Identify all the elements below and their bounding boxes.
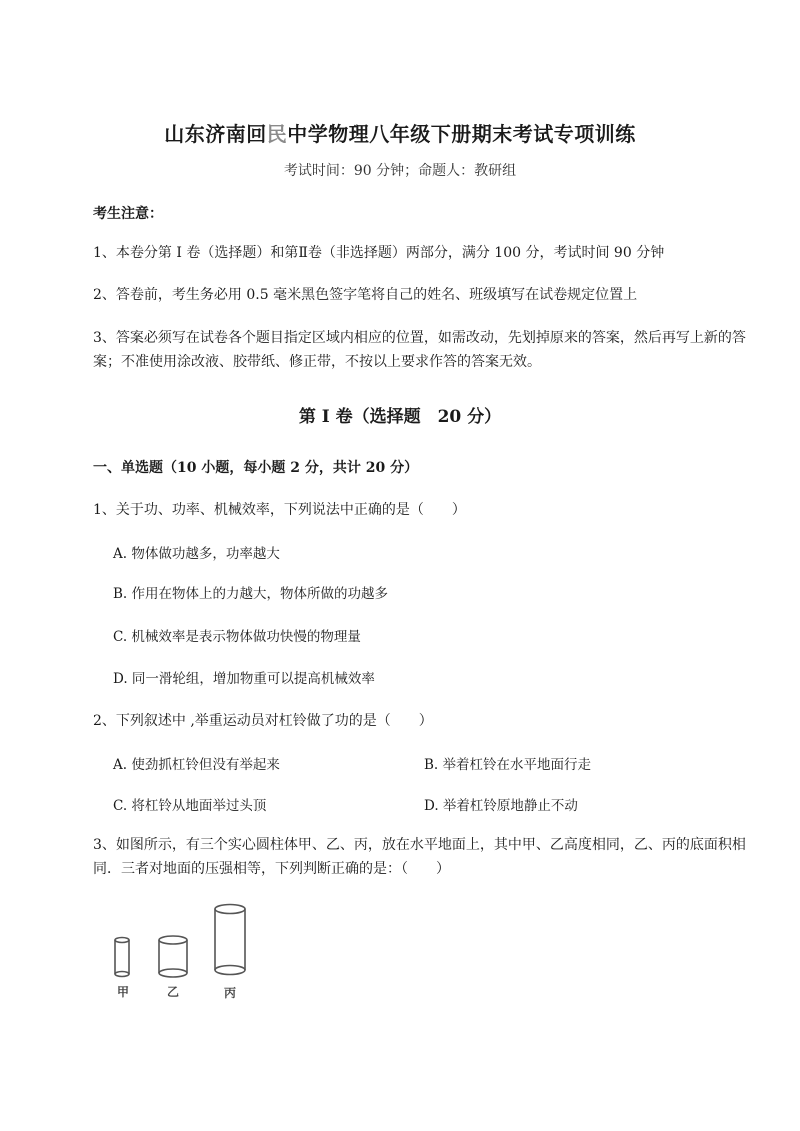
notice-item-1: 1、本卷分第 I 卷（选择题）和第Ⅱ卷（非选择题）两部分，满分 100 分，考试时间 90 分钟	[93, 245, 665, 261]
question-3-stem: 3、如图所示，有三个实心圆柱体甲、乙、丙，放在水平地面上，其中甲、乙高度相同，乙、丙的底面积相同．三者对地面的压强相等，下列判断正确的是：（ ）	[93, 837, 746, 877]
question-2-option-c: C. 将杠铃从地面举过头顶	[113, 798, 267, 814]
notice-item-2: 2、答卷前，考生务必用 0.5 毫米黑色签字笔将自己的姓名、班级填写在试卷规定位置上	[93, 287, 638, 303]
label-yi: 乙	[167, 985, 180, 999]
label-jia: 甲	[117, 985, 130, 999]
question-1-option-b: B. 作用在物体上的力越大，物体所做的功越多	[113, 586, 389, 602]
section-title: 第 I 卷（选择题 20 分）	[298, 407, 502, 427]
question-1-stem: 1、关于功、功率、机械效率，下列说法中正确的是（ ）	[93, 502, 466, 518]
question-1-option-a: A. 物体做功越多，功率越大	[113, 546, 280, 562]
question-2-option-a: A. 使劲抓杠铃但没有举起来	[113, 757, 280, 773]
cylinder-bing	[215, 905, 245, 975]
question-1-option-c: C. 机械效率是表示物体做功快慢的物理量	[113, 629, 361, 645]
title-text-part2: 中学物理八年级下册期末考试专项训练	[287, 122, 636, 146]
notice-heading: 考生注意：	[93, 206, 163, 222]
cylinder-jia	[115, 938, 129, 977]
notice-item-3: 3、答案必须写在试卷各个题目指定区域内相应的位置，如需改动，先划掉原来的答案，然后再写上新的答案；不准使用涂改液、胶带纸、修正带，不按以上要求作答的答案无效。	[93, 330, 746, 370]
part-heading: 一、单选题（10 小题，每小题 2 分，共计 20 分）	[93, 460, 419, 476]
question-2-option-b: B. 举着杠铃在水平地面行走	[424, 757, 592, 773]
question-2-option-d: D. 举着杠铃原地静止不动	[424, 798, 578, 814]
question-1-option-d: D. 同一滑轮组，增加物重可以提高机械效率	[113, 671, 375, 687]
label-bing: 丙	[224, 986, 237, 1000]
title-text-faded: 民	[266, 122, 288, 146]
exam-subtitle: 考试时间：90 分钟；命题人：教研组	[283, 163, 517, 179]
cylinder-yi	[159, 936, 187, 977]
exam-title	[0, 118, 800, 147]
question-2-stem: 2、下列叙述中 ,举重运动员对杠铃做了功的是（ ）	[93, 713, 433, 729]
title-text-part1: 山东济南回	[164, 122, 267, 146]
cylinders-figure	[100, 900, 270, 1005]
